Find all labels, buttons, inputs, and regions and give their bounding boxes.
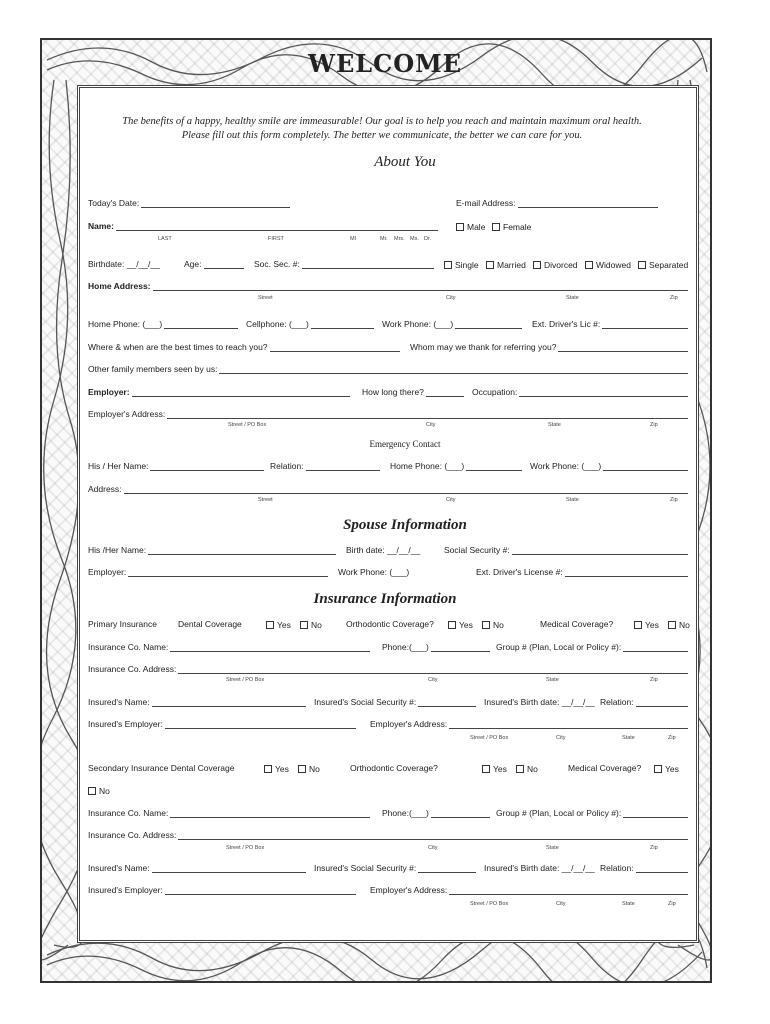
secondary-insureds-ssn-field[interactable] [314, 863, 476, 873]
emergency-address-field[interactable] [88, 484, 688, 494]
cellphone-field[interactable] [246, 319, 374, 329]
medical-no-checkbox[interactable] [668, 620, 690, 630]
sub-mi: MI [350, 236, 357, 242]
employer-field[interactable] [88, 387, 350, 397]
home-address-field[interactable] [88, 281, 688, 291]
secondary-insurance-label: Secondary Insurance Dental Coverage [88, 763, 235, 773]
group-label: Group # (Plan, Local or Policy #): [496, 808, 622, 818]
email-field[interactable] [456, 198, 658, 208]
married-checkbox[interactable] [486, 260, 526, 270]
employer-label: Employer: [88, 387, 130, 397]
age-field[interactable] [184, 259, 244, 269]
medical-coverage-label: Medical Coverage? [540, 619, 614, 629]
todays-date-label: Today's Date: [88, 198, 140, 208]
secondary-insureds-birth-field[interactable]: Insured's Birth date: __/__/__ [484, 863, 595, 873]
section-spouse-information: Spouse Information [343, 517, 467, 533]
primary-insureds-employer-field[interactable] [88, 719, 356, 729]
sub-ms: Ms. [410, 236, 419, 242]
other-family-field[interactable] [88, 364, 688, 374]
work-phone-label: Work Phone: (___) [382, 319, 454, 329]
no-label: No [311, 620, 322, 630]
referral-field[interactable] [410, 342, 688, 352]
co-name-label: Insurance Co. Name: [88, 808, 169, 818]
age-label: Age: [184, 259, 202, 269]
no-label: No [679, 620, 690, 630]
sub-street: Street [258, 295, 273, 301]
divorced-checkbox[interactable] [533, 260, 578, 270]
sub-state: State [622, 735, 635, 741]
sub-street-pobox: Street / PO Box [228, 422, 267, 428]
secondary-phone-field[interactable] [382, 808, 490, 818]
drivers-lic-field[interactable] [532, 319, 688, 329]
co-name-label: Insurance Co. Name: [88, 642, 169, 652]
secondary-co-address-field[interactable] [88, 830, 688, 840]
secondary-dental-no-checkbox[interactable] [298, 764, 320, 774]
secondary-ortho-yes-checkbox[interactable] [482, 764, 507, 774]
birthdate-field[interactable]: Birthdate: __/__/__ [88, 259, 160, 269]
emergency-relation-field[interactable] [270, 461, 380, 471]
spouse-drivers-license-field[interactable] [476, 567, 688, 577]
separated-checkbox[interactable] [638, 260, 688, 270]
home-address-label: Home Address: [88, 281, 151, 291]
single-checkbox[interactable] [444, 260, 479, 270]
insureds-name-label: Insured's Name: [88, 863, 150, 873]
widowed-checkbox[interactable] [585, 260, 631, 270]
emergency-address-label: Address: [88, 484, 122, 494]
sub-dr: Dr. [424, 236, 432, 242]
insureds-name-label: Insured's Name: [88, 697, 150, 707]
male-checkbox[interactable] [456, 222, 485, 232]
secondary-ortho-no-checkbox[interactable] [516, 764, 538, 774]
divorced-label: Divorced [544, 260, 578, 270]
spouse-birth-date-field[interactable]: Birth date: __/__/__ [346, 545, 421, 555]
primary-co-name-field[interactable] [88, 642, 370, 652]
secondary-employers-address-field[interactable] [370, 885, 688, 895]
yes-label: Yes [275, 764, 289, 774]
medical-yes-checkbox[interactable] [634, 620, 659, 630]
sub-zip: Zip [650, 677, 658, 683]
sub-zip: Zip [650, 422, 658, 428]
intro-line-1: The benefits of a happy, healthy smile are immeasurable! Our goal is to help you reach and maintain maximum oral health. [122, 116, 642, 127]
secondary-relation-field[interactable] [600, 863, 688, 873]
sub-street: Street [258, 497, 273, 503]
referral-label: Whom may we thank for referring you? [410, 342, 557, 352]
section-insurance-information: Insurance Information [313, 591, 457, 607]
sub-street-pobox: Street / PO Box [226, 677, 265, 683]
dental-yes-checkbox[interactable] [266, 620, 291, 630]
sub-zip: Zip [668, 735, 676, 741]
co-address-label: Insurance Co. Address: [88, 830, 177, 840]
ortho-coverage-label: Orthodontic Coverage? [346, 619, 434, 629]
insureds-employer-label: Insured's Employer: [88, 719, 163, 729]
co-address-label: Insurance Co. Address: [88, 664, 177, 674]
sub-street-pobox: Street / PO Box [470, 735, 509, 741]
primary-relation-field[interactable] [600, 697, 688, 707]
sub-mr: Mr. [380, 236, 388, 242]
spouse-name-field[interactable] [88, 545, 336, 555]
primary-co-address-field[interactable] [88, 664, 688, 674]
sub-city: City [446, 295, 456, 301]
occupation-field[interactable] [472, 387, 688, 397]
page-title: WELCOME [308, 49, 462, 78]
no-label: No [527, 764, 538, 774]
dental-coverage-label: Dental Coverage [178, 619, 242, 629]
home-phone-label: Home Phone: (___) [88, 319, 163, 329]
secondary-medical-label: Medical Coverage? [568, 763, 642, 773]
employer-address-label: Employer's Address: [88, 409, 166, 419]
secondary-ortho-label: Orthodontic Coverage? [350, 763, 438, 773]
emergency-relation-label: Relation: [270, 461, 304, 471]
sub-state: State [622, 901, 635, 907]
primary-phone-field[interactable] [382, 642, 490, 652]
ortho-yes-checkbox[interactable] [448, 620, 473, 630]
primary-group-field[interactable] [496, 642, 688, 652]
sub-zip: Zip [650, 845, 658, 851]
sub-street-pobox: Street / PO Box [470, 901, 509, 907]
no-label: No [99, 786, 110, 796]
home-phone-field[interactable] [88, 319, 238, 329]
secondary-medical-yes-checkbox[interactable] [654, 764, 679, 774]
primary-insureds-birth-field[interactable]: Insured's Birth date: __/__/__ [484, 697, 595, 707]
phone-label: Phone:(___) [382, 808, 429, 818]
yes-label: Yes [645, 620, 659, 630]
phone-label: Phone:(___) [382, 642, 429, 652]
no-label: No [309, 764, 320, 774]
todays-date-field[interactable] [88, 198, 290, 208]
primary-insureds-ssn-field[interactable] [314, 697, 476, 707]
sub-zip: Zip [670, 497, 678, 503]
sub-city: City [556, 901, 566, 907]
sub-zip: Zip [670, 295, 678, 301]
relation-label: Relation: [600, 863, 634, 873]
secondary-co-name-field[interactable] [88, 808, 370, 818]
sub-city: City [428, 845, 438, 851]
insureds-employer-label: Insured's Employer: [88, 885, 163, 895]
sub-city: City [428, 677, 438, 683]
emergency-home-phone-field[interactable] [390, 461, 522, 471]
email-label: E-mail Address: [456, 198, 516, 208]
drivers-lic-label: Ext. Driver's Lic #: [532, 319, 601, 329]
sub-last: LAST [158, 236, 172, 242]
section-emergency-contact: Emergency Contact [369, 439, 441, 449]
ortho-no-checkbox[interactable] [482, 620, 504, 630]
separated-label: Separated [649, 260, 689, 270]
sub-street-pobox: Street / PO Box [226, 845, 265, 851]
soc-sec-field[interactable] [254, 259, 434, 269]
sub-zip: Zip [668, 901, 676, 907]
married-label: Married [497, 260, 526, 270]
sub-state: State [566, 497, 579, 503]
how-long-label: How long there? [362, 387, 424, 397]
spouse-name-label: His /Her Name: [88, 545, 147, 555]
group-label: Group # (Plan, Local or Policy #): [496, 642, 622, 652]
primary-insurance-label: Primary Insurance [88, 619, 157, 629]
intro-line-2: Please fill out this form completely. The better we communicate, the better we can care for you. [181, 130, 583, 141]
soc-sec-label: Soc. Sec. #: [254, 259, 300, 269]
sub-city: City [556, 735, 566, 741]
female-label: Female [503, 222, 532, 232]
emergency-name-field[interactable] [88, 461, 264, 471]
other-family-label: Other family members seen by us: [88, 364, 218, 374]
relation-label: Relation: [600, 697, 634, 707]
primary-employers-address-field[interactable] [370, 719, 688, 729]
insureds-ssn-label: Insured's Social Security #: [314, 697, 417, 707]
yes-label: Yes [493, 764, 507, 774]
no-label: No [493, 620, 504, 630]
how-long-field[interactable] [362, 387, 464, 397]
secondary-insureds-name-field[interactable] [88, 863, 306, 873]
secondary-medical-no-checkbox[interactable] [88, 786, 110, 796]
sub-city: City [426, 422, 436, 428]
secondary-insureds-employer-field[interactable] [88, 885, 356, 895]
spouse-work-phone-field[interactable]: Work Phone: (___) [338, 567, 410, 577]
name-label: Name: [88, 221, 114, 231]
secondary-dental-yes-checkbox[interactable] [264, 764, 289, 774]
sub-state: State [566, 295, 579, 301]
insureds-ssn-label: Insured's Social Security #: [314, 863, 417, 873]
sub-state: State [546, 677, 559, 683]
spouse-ssn-field[interactable] [444, 545, 688, 555]
spouse-employer-label: Employer: [88, 567, 127, 577]
emergency-name-label: His / Her Name: [88, 461, 149, 471]
sub-state: State [546, 845, 559, 851]
spouse-ssn-label: Social Security #: [444, 545, 510, 555]
name-field[interactable] [88, 221, 438, 231]
male-label: Male [467, 222, 486, 232]
secondary-group-field[interactable] [496, 808, 688, 818]
sub-mrs: Mrs. [394, 236, 405, 242]
emergency-home-phone-label: Home Phone: (___) [390, 461, 465, 471]
widowed-label: Widowed [596, 260, 631, 270]
work-phone-field[interactable] [382, 319, 522, 329]
best-times-field[interactable] [88, 342, 400, 352]
female-checkbox[interactable] [492, 222, 531, 232]
employer-address-field[interactable] [88, 409, 688, 419]
employers-address-label: Employer's Address: [370, 719, 448, 729]
sub-state: State [548, 422, 561, 428]
single-label: Single [455, 260, 479, 270]
section-about-you: About You [374, 154, 436, 170]
yes-label: Yes [277, 620, 291, 630]
emergency-work-phone-label: Work Phone: (___) [530, 461, 602, 471]
best-times-label: Where & when are the best times to reach you? [88, 342, 268, 352]
dental-no-checkbox[interactable] [300, 620, 322, 630]
yes-label: Yes [665, 764, 679, 774]
primary-insureds-name-field[interactable] [88, 697, 306, 707]
spouse-drivers-license-label: Ext. Driver's License #: [476, 567, 563, 577]
emergency-work-phone-field[interactable] [530, 461, 688, 471]
cellphone-label: Cellphone: (___) [246, 319, 309, 329]
sub-city: City [446, 497, 456, 503]
occupation-label: Occupation: [472, 387, 518, 397]
sub-first: FIRST [268, 236, 284, 242]
yes-label: Yes [459, 620, 473, 630]
spouse-employer-field[interactable] [88, 567, 328, 577]
employers-address-label: Employer's Address: [370, 885, 448, 895]
